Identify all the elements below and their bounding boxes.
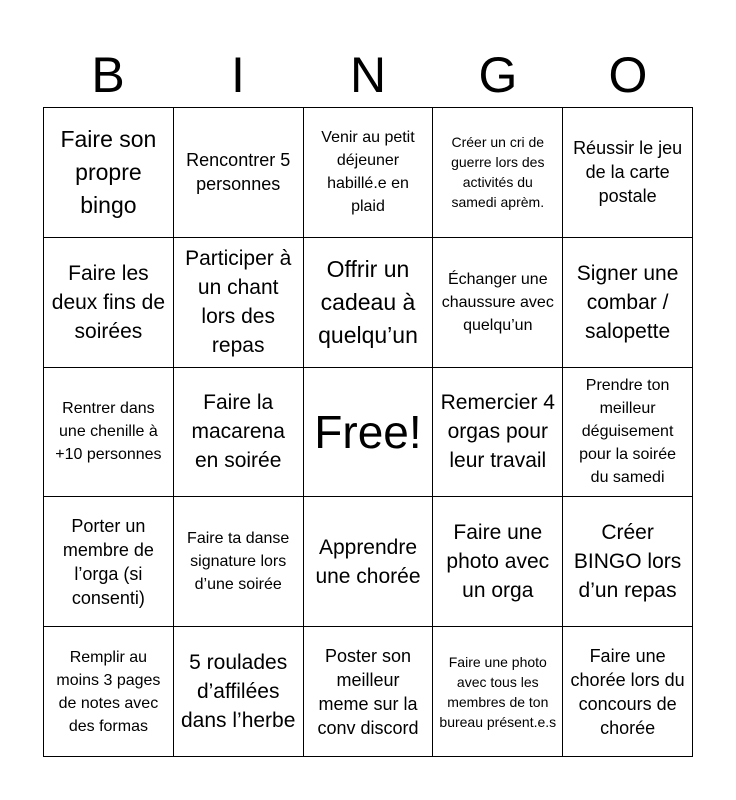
title-letter-g: G — [478, 47, 518, 103]
cell-text: Créer BINGO lors d’un repas — [573, 521, 682, 603]
cell-text: 5 roulades d’affilées dans l’herbe — [180, 651, 296, 733]
cell-text: Participer à un chant lors des repas — [185, 247, 292, 358]
cell-text: Rencontrer 5 personnes — [186, 150, 291, 195]
cell-text: Faire une chorée lors du concours de chorée — [570, 645, 685, 738]
title-letter-n: N — [349, 47, 387, 103]
cell-text: Faire son propre bingo — [60, 125, 157, 218]
bingo-cell[interactable] — [304, 497, 434, 627]
cell-text: Porter un membre de l’orga (si consenti) — [62, 515, 154, 608]
cell-text: Remplir au moins 3 pages de notes avec des formas — [56, 648, 161, 735]
bingo-cell[interactable] — [174, 627, 304, 757]
title-letter-b: B — [91, 47, 125, 103]
bingo-cell[interactable] — [433, 497, 563, 627]
bingo-cell[interactable] — [174, 368, 304, 498]
bingo-cell[interactable] — [174, 497, 304, 627]
bingo-cell[interactable] — [174, 238, 304, 368]
cell-text: Faire une photo avec un orga — [446, 521, 550, 603]
bingo-cell[interactable] — [433, 368, 563, 498]
bingo-cell[interactable] — [563, 238, 693, 368]
bingo-cell[interactable] — [563, 497, 693, 627]
cell-text: Faire ta danse signature lors d’une soirée — [187, 530, 290, 594]
bingo-cell[interactable] — [304, 627, 434, 757]
bingo-cell[interactable] — [304, 108, 434, 238]
bingo-cell[interactable] — [563, 627, 693, 757]
bingo-cell[interactable] — [44, 368, 174, 498]
bingo-cell[interactable] — [44, 238, 174, 368]
bingo-cell[interactable] — [563, 368, 693, 498]
bingo-cell[interactable] — [44, 497, 174, 627]
bingo-cell[interactable] — [433, 627, 563, 757]
cell-text: Faire une photo avec tous les membres de ton bureau présent.e.s — [439, 653, 557, 730]
title-letter-o: O — [608, 47, 648, 103]
cell-text: Réussir le jeu de la carte postale — [573, 138, 683, 207]
cell-text: Échanger une chaussure avec quelqu’un — [441, 270, 554, 334]
bingo-grid — [43, 107, 693, 757]
cell-text: Créer un cri de guerre lors des activités du samedi aprèm. — [451, 134, 545, 211]
cell-text: Venir au petit déjeuner habillé.e en plaid — [321, 129, 415, 216]
cell-text: Free! — [314, 405, 422, 458]
bingo-cell[interactable] — [433, 108, 563, 238]
cell-text: Faire la macarena en soirée — [191, 391, 285, 473]
bingo-cell[interactable] — [174, 108, 304, 238]
bingo-cell[interactable] — [433, 238, 563, 368]
cell-text: Offrir un cadeau à quelqu’un — [318, 255, 418, 348]
cell-text: Poster son meilleur meme sur la conv discord — [317, 645, 419, 738]
bingo-cell[interactable] — [44, 627, 174, 757]
free-cell[interactable] — [304, 368, 434, 498]
title-letter-i: I — [231, 47, 245, 103]
bingo-title — [43, 44, 693, 106]
bingo-cell[interactable] — [304, 238, 434, 368]
cell-text: Apprendre une chorée — [315, 535, 421, 588]
bingo-cell[interactable] — [44, 108, 174, 238]
bingo-cell[interactable] — [563, 108, 693, 238]
cell-text: Prendre ton meilleur déguisement pour la soirée du samedi — [579, 377, 677, 487]
cell-text: Rentrer dans une chenille à +10 personnes — [55, 400, 162, 464]
cell-text: Remercier 4 orgas pour leur travail — [440, 391, 555, 473]
cell-text: Faire les deux fins de soirées — [51, 261, 166, 343]
cell-text: Signer une combar / salopette — [576, 261, 679, 343]
